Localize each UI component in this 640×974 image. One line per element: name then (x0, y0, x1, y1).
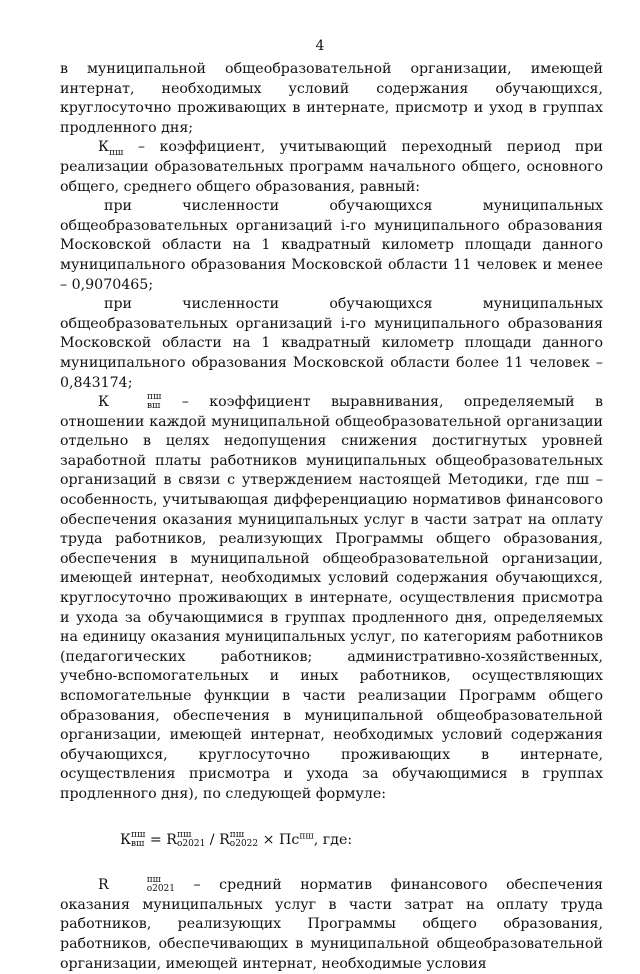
paragraph-1: в муниципальной общеобразовательной организации, имеющей интернат, необходимых условий содержания обучающихся, круглосуточно проживающих в интернате, присмотр и уход в группах продленного дня; (60, 61, 603, 136)
kvsh-text: – коэффициент выравнивания, определяемый в отношении каждой муниципальной общеобразовательной организации отдельно в целях недопущения снижения достигнутых уровней заработной платы работников муниципальных общеобразовательных организаций в связи с утверждением настоящей Методики, где пш – особенность, учитывающая дифференциацию нормативов финансового обеспечения оказания муниципальных услуг в части затрат на оплату труда работников, реализующих Программы общего образования, обеспечения в муниципальной общеобразовательной организации, имеющей интернат, необходимых условий содержания обучающихся, круглосуточно проживающих в интернате, осуществления присмотра и ухода за обучающимися в группах продленного дня, определяемых на единицу оказания муниципальных услуг, по категориям работников (педагогических работников; административно-хозяйственных, учебно-вспомогательных и иных работников, осуществляющих вспомогательные функции в части реализации Программ общего образования, обеспечения в муниципальной общеобразовательной организации, имеющей интернат, необходимых условий содержания обучающихся, круглосуточно проживающих в интернате, осуществления присмотра и ухода за обучающимися в группах продленного дня), по следующей формуле: (60, 394, 603, 802)
paragraph-kvsh (60, 393, 603, 804)
paragraph-case-1: при численности обучающихся муниципальных общеобразовательных организаций i-го муниципального образования Московской области на 1 квадратный километр площади данного муниципального образования Московской области 11 человек и менее – 0,9070465; (60, 198, 603, 293)
paragraph-case-2: при численности обучающихся муниципальных общеобразовательных организаций i-го муниципального образования Московской области на 1 квадратный километр площади данного муниципального образования Московской области более 11 человек – 0,843174; (60, 296, 603, 391)
kpsh-symbol: $К_{пш}$ (98, 139, 124, 159)
document-body (60, 60, 603, 974)
kpsh-text: – коэффициент, учитывающий переходный период при реализации образовательных программ начального общего, основного общего, среднего общего образования, равный: (60, 139, 603, 195)
formula: К пш вш = R пш o2021 / R пш o2022 × $Пс^{пш}$, где: (120, 829, 353, 849)
r2021-symbol: R пш o2021 (98, 875, 176, 895)
r2021-text: – средний норматив финансового обеспечения оказания муниципальных услуг в части затрат на оплату труда работников, реализующих Программы общего образования, работников, обеспечивающих в муниципальной общеобразовательной организации, имеющей интернат, необходимые условия (60, 877, 603, 972)
formula-r2021: R пш o2021 (166, 829, 206, 849)
formula-ps: $Пс^{пш}$ (279, 830, 314, 848)
formula-r2022: R пш o2022 (219, 829, 259, 849)
page-number: 4 (315, 38, 325, 54)
kvsh-symbol: К пш вш (98, 392, 162, 412)
formula-k: К пш вш (120, 829, 146, 849)
paragraph-kpsh (60, 138, 603, 197)
paragraph-r2021 (60, 876, 603, 974)
